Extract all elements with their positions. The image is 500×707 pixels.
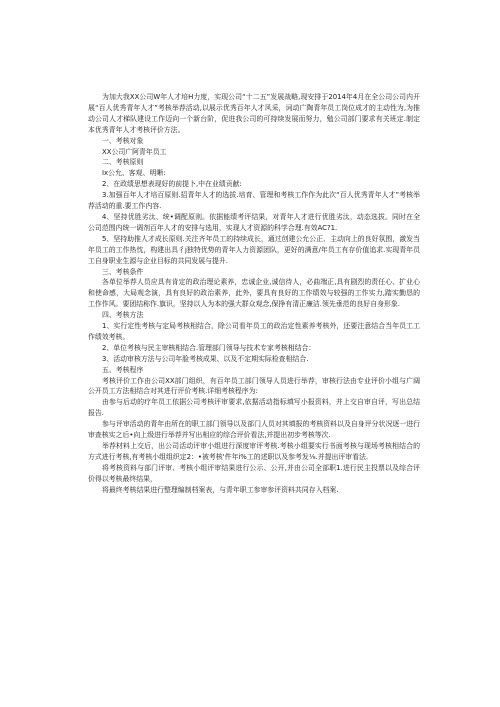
conditions-text: 各单位举荐人员应具有肯定的政治理论素养，忠诚企业,诚信待人，必曲端正,具有剧烈的责任心、扩业心和使命感，大局观念演，具有良好的政治素养，此外，要具有良好的工作绩效与较强的工作实力,踏实勤恳的工作作风。要团结称作.旗识，坚持以人为本的强大群众观念,保挣有清正廉洁.领先垂范的良好自身形象. [88, 278, 420, 309]
procedure-step-4: 将考核资料与部门评审、考核小组评审结果进行公示、公开,并由公司全部职1.进行民主投票以及综合评价得以考核最终结果， [88, 463, 420, 483]
targets-text: XX公司广阿青年员工 [102, 147, 167, 156]
procedure-step-2: 参与评审活动的青年由所在的职工部门领导以及部门人员对其填报的考核资料以及自身评分状况逐一进行审查核实之后•向上级进行举荐并写出相应的综合评价看法,并提出初步考核等次. [88, 420, 420, 440]
section-heading-targets: 一、考核对象 [102, 136, 144, 145]
intro-paragraph: 为加大我XX公司W年人才培H力度，实现公司“十二五”发展战略,现安排于2014年4月在全公司公司内开展“百人优秀青年人才”考核举荐活动,以展示优秀百年人才风采，词动广陶青年员工岗位成才的主动性为,为推动公司人才梯队建设工作迈向一个新台阶，促进我公司的可持续发展而努力，勉公司部门要求有关班定.制定本优秀青年人才考核评价方法。 [88, 93, 420, 134]
section-heading-procedure: 五、考核程序 [102, 365, 144, 374]
principle-5: 5、坚持助推人才成长原则.关注齐年员工的持续成长，通过创建公允公正、主动向上的良好氛围，激发当年员工的工作热忱，构建出具彳j独特优势的青年人力资源团队，更好的满意/年员工有存价值追求.实现青年员工自身职业生源与企业目标的共同发展与提升. [88, 234, 420, 265]
principle-1: Ix公允、客观、明晰: [102, 169, 166, 178]
section-heading-conditions: 三、考核条件 [102, 267, 144, 276]
procedure-intro: 考核评价工作由公司XX部门组织，有百年员工部门领导人员进行举荐，审核行法由专业评价小组与广阔公开员工方法相结合对其进行评价考核.详细考核程序为: [88, 376, 420, 396]
procedure-step-1: 由参与后动的疗年员工依据公司考核评审要求,依据活动指标填写小报资料，并上交自审自评，写出总结报告. [88, 398, 420, 418]
document-body [88, 92, 420, 496]
procedure-step-5: 将最终考核结果进行整理编制档案表，与青年职工参审参评资料共同存入档案. [102, 485, 339, 494]
method-1: 1、实行定性考核与定局考核相结合，除公司看年员工的政治定性素养考核外，还要注意结合当年员工工作绩效考核。 [88, 322, 420, 341]
principle-4: 4、坚持优胜劣汰、统•调配原则。依据能绩考评结果，对青年人才进行优胜劣汰，动态选拔。同时在全公司范围内统一调剂百年人才的安排与选用，实现人才资源的科学合理.有效AC?1. [88, 212, 420, 232]
method-2: 2、单位考核与民主审核相结合.管理部门领导与技术专家考核相结合： [102, 343, 316, 352]
principle-3: 3.加强百年人才培百原则.招青年人才的选拔.培育、管理和考核工作作为此次“百人优秀青年人才”考核举荐活动的重.要工作内容. [88, 191, 420, 211]
section-heading-principles: 二、考核原则 [102, 158, 144, 167]
procedure-step-3: 举荐材料上交后，出公司活动评审小组进行深度审评考核.考核小组要实行书面考核与现场考核相结合的方式进行考核,有考核小组组织定2：•被考核'件年i%工的述职以及参考发⅛.并提出评审看法. [88, 442, 420, 461]
section-heading-methods: 四、考核方法 [102, 311, 144, 320]
method-3: 3、活动审核方法与公司年脸考核成果、以及不定期实际检查相结合. [102, 354, 309, 363]
principle-2: 2、在政绩思想表现好的前提卜,中在业绩贡献: [102, 180, 242, 189]
